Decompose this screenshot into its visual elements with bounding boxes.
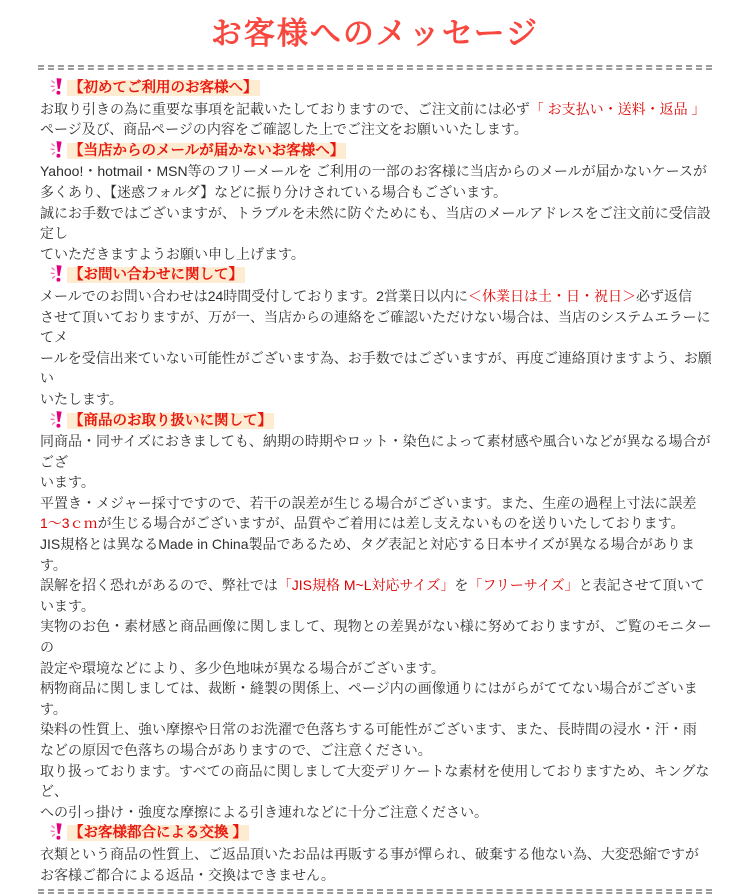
body-text: への引っ掛け・強度な摩擦による引き連れなどに十分ご注意ください。 bbox=[40, 804, 488, 820]
body-line bbox=[40, 244, 716, 265]
red-emphasis-text: ＜休業日は土・日・祝日＞ bbox=[468, 288, 636, 304]
sparkle-exclamation-icon bbox=[50, 77, 65, 96]
sections bbox=[0, 70, 750, 889]
body-text: Yahoo!・hotmail・MSN等のフリーメールを ご利用の一部のお客様に当店からのメールが届かないケースが bbox=[40, 163, 707, 179]
body-text: 誤解を招く恐れがあるので、弊社では bbox=[40, 577, 278, 593]
sparkle-exclamation-icon bbox=[50, 410, 65, 429]
red-emphasis-text: 「フリーサイズ」 bbox=[468, 577, 578, 593]
body-line bbox=[40, 389, 716, 410]
body-line bbox=[40, 472, 716, 493]
body-line bbox=[40, 513, 716, 534]
message-section bbox=[40, 822, 716, 885]
body-line bbox=[40, 431, 716, 472]
body-line bbox=[40, 844, 716, 865]
section-body bbox=[40, 161, 716, 264]
body-text: 染料の性質上、強い摩擦や日常のお洗濯で色落ちする可能性がございます、また、長時間の浸水・汗・雨 bbox=[40, 721, 697, 737]
sparkle-exclamation-icon bbox=[50, 822, 65, 841]
body-text: お取り引きの為に重要な事項を記載いたしておりますので、ご注文前には必ず bbox=[40, 101, 530, 117]
body-line bbox=[40, 678, 716, 719]
body-line bbox=[40, 865, 716, 886]
message-section bbox=[40, 264, 716, 409]
message-section bbox=[40, 140, 716, 265]
body-text: 同商品・同サイズにおきましても、納期の時期やロット・染色によって素材感や風合いなどが異なる場合がござ bbox=[40, 433, 711, 470]
body-text: を bbox=[454, 577, 468, 593]
body-line bbox=[40, 99, 716, 120]
body-text: 柄物商品に関しましては、裁断・縫製の関係上、ページ内の画像通りにはがらがててない場合がございます。 bbox=[40, 680, 698, 717]
section-body bbox=[40, 431, 716, 822]
body-line bbox=[40, 658, 716, 679]
body-line bbox=[40, 761, 716, 802]
body-text: ールを受信出来ていない可能性がございます為、お手数ではございますが、再度ご連絡頂けますよう、お願い bbox=[40, 350, 712, 387]
bottom-divider bbox=[38, 889, 712, 894]
body-text: が生じる場合がございますが、品質やご着用には差し支えないものを送りいたしております。 bbox=[98, 515, 685, 531]
section-heading bbox=[40, 77, 716, 99]
body-text: いたします。 bbox=[40, 391, 123, 407]
body-text: などの原因で色落ちの場合がありますので、ご注意ください。 bbox=[40, 742, 432, 758]
body-text: ていただきますようお願い申し上げます。 bbox=[40, 246, 305, 262]
body-line bbox=[40, 740, 716, 761]
body-line bbox=[40, 802, 716, 823]
body-text: 実物のお色・素材感と商品画像に関しまして、現物との差異がない様に努めておりますが、ご覧のモニターの bbox=[40, 618, 712, 655]
body-text: させて頂いておりますが、万が一、当店からの連絡をご確認いただけない場合は、当店のシステムエラーにてメ bbox=[40, 309, 711, 346]
section-heading-text: 【お問い合わせに関して】 bbox=[67, 267, 245, 283]
section-heading bbox=[40, 264, 716, 286]
section-heading-text: 【当店からのメールが届かないお客様へ】 bbox=[67, 143, 346, 159]
body-text: 必ず返信 bbox=[636, 288, 692, 304]
body-text: メールでのお問い合わせは24時間受付しております。2営業日以内に bbox=[40, 288, 468, 304]
body-line bbox=[40, 575, 716, 616]
body-text: 誠にお手数ではございますが、トラブルを未然に防ぐためにも、当店のメールアドレスをご注文前に受信設定し bbox=[40, 205, 711, 242]
sparkle-exclamation-icon bbox=[50, 140, 65, 159]
body-line bbox=[40, 203, 716, 244]
body-text: います。 bbox=[40, 474, 95, 490]
body-text: と表記させて頂いています。 bbox=[40, 577, 705, 614]
body-line bbox=[40, 534, 716, 575]
body-line bbox=[40, 161, 716, 182]
body-text: 多くあり、【迷惑フォルダ】などに振り分けされている場合もございます。 bbox=[40, 184, 507, 200]
red-emphasis-text: 「 お支払い・送料・返品 」 bbox=[530, 101, 706, 117]
body-line bbox=[40, 348, 716, 389]
body-line bbox=[40, 119, 716, 140]
section-body bbox=[40, 844, 716, 885]
body-text: 衣類という商品の性質上、ご返品頂いたお品は再販する事が憚られ、破棄する他ない為、大変恐縮ですが bbox=[40, 846, 699, 862]
message-section bbox=[40, 410, 716, 823]
body-line bbox=[40, 493, 716, 514]
body-text: 平置き・メジャー採寸ですので、若干の誤差が生じる場合がございます。また、生産の過程上寸法に誤差 bbox=[40, 495, 696, 511]
section-heading-text: 【お客様都合による交換 】 bbox=[67, 825, 249, 841]
body-line bbox=[40, 616, 716, 657]
sparkle-exclamation-icon bbox=[50, 264, 65, 283]
section-heading-text: 【商品のお取り扱いに関して】 bbox=[67, 413, 274, 429]
red-emphasis-text: 1～3ｃｍ bbox=[40, 515, 98, 531]
body-text: お客様ご都合による返品・交換はできません。 bbox=[40, 867, 335, 883]
section-heading bbox=[40, 140, 716, 162]
body-line bbox=[40, 182, 716, 203]
body-line bbox=[40, 307, 716, 348]
section-body bbox=[40, 286, 716, 410]
section-body bbox=[40, 99, 716, 140]
section-heading bbox=[40, 410, 716, 432]
section-heading bbox=[40, 822, 716, 844]
message-section bbox=[40, 77, 716, 140]
body-text: 取り扱っております。すべての商品に関しまして大変デリケートな素材を使用しておりますため、キングなど、 bbox=[40, 763, 709, 800]
page-title: お客様へのメッセージ bbox=[0, 8, 750, 53]
body-line bbox=[40, 719, 716, 740]
body-line bbox=[40, 286, 716, 307]
red-emphasis-text: 「JIS規格 M~L対応サイズ」 bbox=[278, 577, 455, 593]
section-heading-text: 【初めてご利用のお客様へ】 bbox=[67, 80, 260, 96]
body-text: ページ及び、商品ページの内容をご確認した上でご注文をお願いいたします。 bbox=[40, 121, 528, 137]
body-text: JIS規格とは異なるMade in China製品であるため、タグ表記と対応する日本サイズが異なる場合があります。 bbox=[40, 536, 695, 573]
body-text: 設定や環境などにより、多少色地味が異なる場合がございます。 bbox=[40, 660, 445, 676]
